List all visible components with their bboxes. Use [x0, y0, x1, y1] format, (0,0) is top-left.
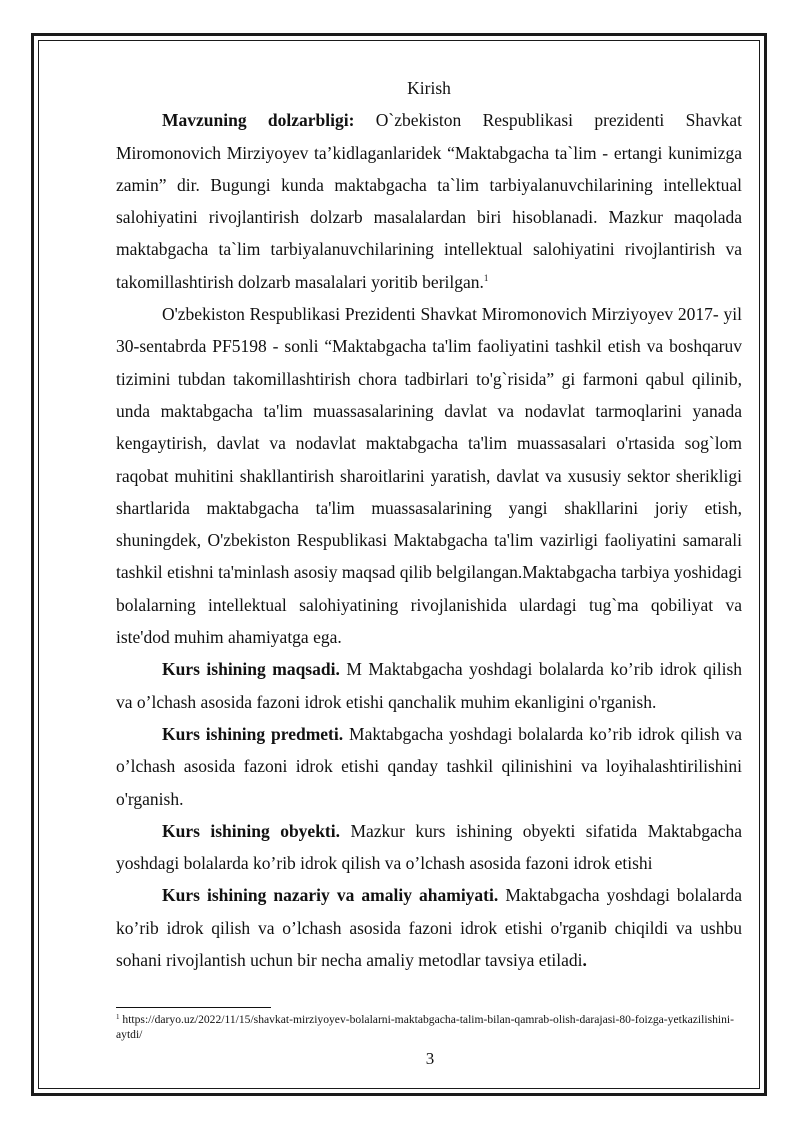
paragraph-lead: Kurs ishining obyekti.	[162, 820, 340, 841]
document-body	[116, 72, 742, 976]
paragraph-lead: Kurs ishining nazariy va amaliy ahamiyati.	[162, 885, 499, 906]
paragraph-text: Maktabgacha yoshdagi bolalarda ko’rib idrok qilish va o’lchash asosida fazoni idrok etishi qanday tashkil qilinishini va loyihalashtirilishini o'rganish.	[116, 723, 742, 809]
paragraph-text: M Maktabgacha yoshdagi bolalarda ko’rib idrok qilish va o’lchash asosida fazoni idrok etishi qanchalik muhim ekanligini o'rganish.	[116, 659, 742, 712]
paragraph-tail: .	[582, 950, 587, 971]
section-title: Kirish	[407, 78, 451, 98]
footnote-separator	[116, 1007, 271, 1008]
paragraph-text: O'zbekiston Respublikasi Prezidenti Shavkat Miromonovich Mirziyoyev 2017- yil 30-sentabrda PF5198 - sonli “Maktabgacha ta'lim faoliyatini tashkil etish va boshqaruv tizimini tubdan takomillashtirish chora tadbirlari to'g`risida” gi farmoni qabul qilinib, unda maktabgacha ta'lim muassasalarining davlat va nodavlat tarmoqlarini yanada kengaytirish, davlat va nodavlat maktabgacha ta'lim muassasalari o'rtasida sog`lom raqobat muhitini shakllantirish sharoitlarini yaratish, davlat va xususiy sektor sherikligi shartlarida maktabgacha ta'lim muassasalarining yangi shakllarini joriy etish, shuningdek, O'zbekiston Respublikasi Maktabgacha ta'lim vazirligi faoliyatini samarali tashkil etishni ta'minlash asosiy maqsad qilib belgilangan.Maktabgacha tarbiya yoshidagi bolalarning intellektual salohiyatining rivojlanishida ulardagi tug`ma qobiliyat va iste'dod muhim ahamiyatga ega.	[116, 304, 742, 648]
footnote-link[interactable]: https://daryo.uz/2022/11/15/shavkat-mirziyoyev-bolalarni-maktabgacha-talim-bilan-qamrab-olish-darajasi-80-foizga-yetkazilishini-aytdi/	[116, 1013, 734, 1041]
footnote-marker: 1	[116, 1013, 120, 1021]
paragraph-text: Maktabgacha yoshdagi bolalarda ko’rib idrok qilish va o’lchash asosida fazoni idrok etishi o'rganib chiqildi va ushbu sohani rivojlantish uchun bir necha amaliy metodlar tavsiya etiladi	[116, 885, 742, 971]
page-number: 3	[425, 1049, 435, 1068]
paragraph-object	[116, 815, 742, 880]
paragraph-purpose	[116, 653, 742, 718]
paragraph-relevance	[116, 104, 742, 298]
paragraph-lead: Kurs ishining maqsadi.	[162, 659, 340, 680]
footnote-reference[interactable]: 1	[483, 272, 489, 283]
paragraph-lead: Mavzuning dolzarbligi:	[162, 110, 355, 131]
paragraph-decree	[116, 298, 742, 653]
paragraph-subject	[116, 718, 742, 815]
footnote	[116, 1012, 742, 1042]
paragraph-text: Mazkur kurs ishining obyekti sifatida Maktabgacha yoshdagi bolalarda ko’rib idrok qilish va o’lchash asosida fazoni idrok etishi	[116, 820, 742, 874]
paragraph-text: O`zbekiston Respublikasi prezidenti Shavkat Miromonovich Mirziyoyev ta’kidlaganlaridek “Maktabgacha ta`lim - ertangi kunimizga zamin” dir. Bugungi kunda maktabgacha ta`lim tarbiyalanuvchilarining intellektual salohiyatini rivojlantirish dolzarb masalalardan biri hisoblanadi. Mazkur maqolada maktabgacha ta`lim tarbiyalanuvchilarining intellektual salohiyatini rivojlantirish va takomillashtirish dolzarb masalalari yoritib berilgan.	[116, 110, 742, 292]
paragraph-lead: Kurs ishining predmeti.	[162, 723, 344, 744]
paragraph-significance	[116, 879, 742, 976]
